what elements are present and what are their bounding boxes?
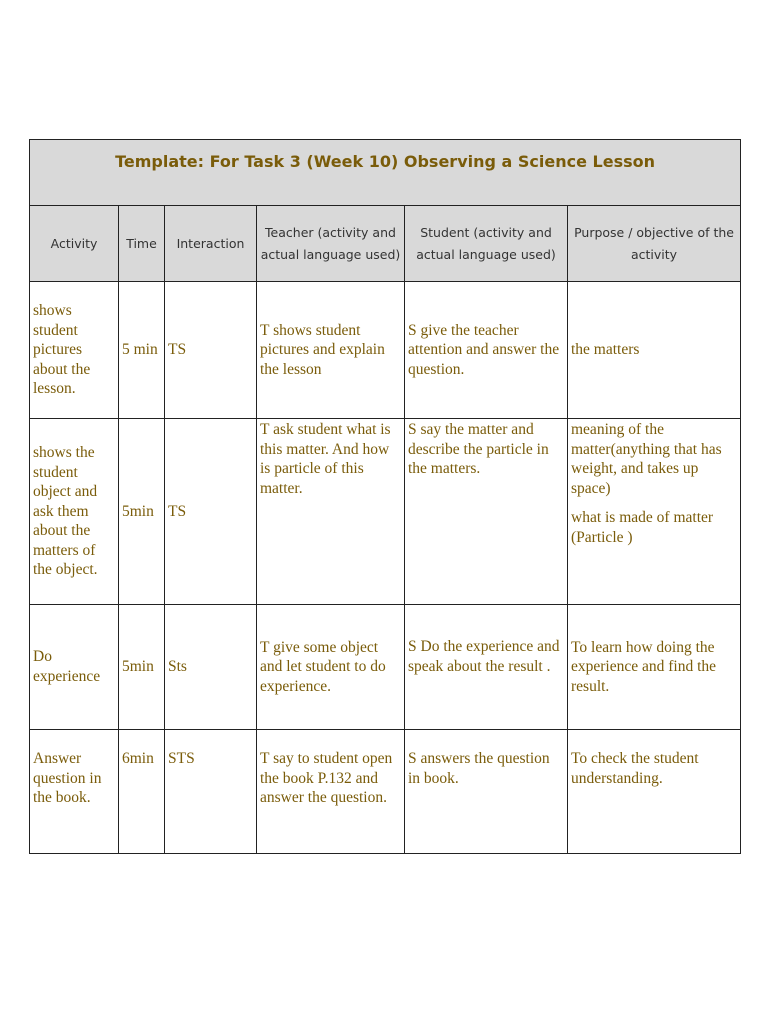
header-time: Time	[119, 206, 165, 282]
interaction-cell: STS	[165, 730, 257, 854]
student-cell: S give the teacher attention and answer the question.	[405, 282, 568, 419]
header-row	[30, 206, 741, 282]
time-cell: 6min	[119, 730, 165, 854]
time-cell: 5 min	[119, 282, 165, 419]
purpose-cell	[568, 419, 741, 605]
interaction-cell: TS	[165, 282, 257, 419]
student-cell: S answers the question in book.	[405, 730, 568, 854]
interaction-cell: Sts	[165, 605, 257, 730]
header-activity: Activity	[30, 206, 119, 282]
purpose-extra-text: what is made of matter (Particle )	[571, 509, 714, 546]
header-purpose: Purpose / objective of the activity	[568, 206, 741, 282]
activity-cell: Answer question in the book.	[30, 730, 119, 854]
purpose-cell: To learn how doing the experience and find the result.	[568, 605, 741, 730]
title-row	[30, 140, 741, 206]
purpose-text: meaning of the matter(anything that has weight, and takes up space)	[571, 421, 722, 497]
table-row	[30, 282, 741, 419]
header-student: Student (activity and actual language used)	[405, 206, 568, 282]
activity-cell: shows the student object and ask them about the matters of the object.	[30, 419, 119, 605]
time-cell: 5min	[119, 605, 165, 730]
student-cell: S say the matter and describe the particle in the matters.	[405, 419, 568, 605]
activity-cell: Do experience	[30, 605, 119, 730]
table-row	[30, 605, 741, 730]
table-row	[30, 730, 741, 854]
student-cell: S Do the experience and speak about the result .	[405, 605, 568, 730]
teacher-cell: T ask student what is this matter. And how is particle of this matter.	[257, 419, 405, 605]
table-title: Template: For Task 3 (Week 10) Observing a Science Lesson	[30, 140, 741, 206]
header-teacher: Teacher (activity and actual language used)	[257, 206, 405, 282]
lesson-observation-table	[29, 139, 741, 854]
teacher-cell: T shows student pictures and explain the lesson	[257, 282, 405, 419]
interaction-cell: TS	[165, 419, 257, 605]
header-interaction: Interaction	[165, 206, 257, 282]
time-cell: 5min	[119, 419, 165, 605]
activity-cell: shows student pictures about the lesson.	[30, 282, 119, 419]
teacher-cell: T say to student open the book P.132 and answer the question.	[257, 730, 405, 854]
purpose-cell: the matters	[568, 282, 741, 419]
teacher-cell: T give some object and let student to do experience.	[257, 605, 405, 730]
table-row	[30, 419, 741, 605]
purpose-cell: To check the student understanding.	[568, 730, 741, 854]
